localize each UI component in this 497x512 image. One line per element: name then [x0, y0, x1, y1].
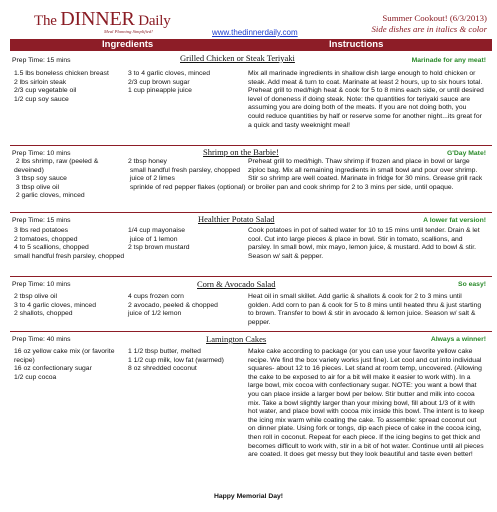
ingredient: 2 tsp brown mustard [128, 244, 190, 252]
recipe-section-corn-avocado [10, 276, 492, 331]
instructions-text: Cook potatoes in pot of salted water for 10 to 15 mins until tender. Drain & let cool. Cut into large pieces & place in bowl. Stir in tomato, scallions, and parsley. In small bowl, mix mayo, lemon juice, & mustard. Add to bowl & stir. Season w/ salt & pepper. [248, 227, 480, 260]
instructions-header: Instructions [329, 39, 384, 50]
ingredient: juice of 1 lemon [128, 235, 178, 243]
instructions-text: Heat oil in small skillet. Add garlic & shallots & cook for 2 to 3 mins until golden. Add corn to pan & cook for 5 to 8 mins until heated thru & just starting to brown. Transfer to bowl & stir in avocado & lemon juice. Season w/ salt & pepper. [248, 293, 482, 326]
ingredient: 3 tbsp soy sauce [14, 175, 67, 183]
ingredient: 2 tbsp olive oil [14, 293, 58, 300]
ingredient: 2 lbs sirloin steak [14, 78, 67, 86]
prep-time: Prep Time: 10 mins [12, 281, 71, 288]
ingredient: 2 avocado, peeled & chopped [128, 301, 218, 309]
ingredient: 1.5 lbs boneless chicken breast [14, 70, 109, 77]
footer-message: Happy Memorial Day! [213, 493, 284, 500]
side-dish-note: Side dishes are in italics & color [371, 24, 487, 34]
ingredient: 16 oz confectionary sugar [14, 365, 92, 373]
recipe-section-teriyaki [10, 51, 492, 145]
ingredient: 2 garlic cloves, minced [14, 192, 85, 200]
ingredient: 8 oz shredded coconut [128, 365, 197, 373]
ingredients-column-2 [128, 70, 248, 96]
recipe-title: Corn & Avocado Salad [197, 279, 276, 289]
ingredient: 2 lbs shrimp, raw (peeled & deveined) [14, 158, 101, 174]
dinner-daily-logo [34, 8, 194, 38]
ingredients-column-2 [128, 348, 248, 374]
ingredient: juice of 1/2 lemon [128, 310, 182, 318]
recipe-note: Always a winner! [430, 336, 486, 343]
logo-suffix: Daily [134, 13, 171, 29]
ingredient: 2/3 cup vegetable oil [14, 87, 77, 95]
ingredient: 1/2 cup soy sauce [14, 95, 69, 103]
logo-tagline: Meal Planning Simplified! [104, 29, 153, 34]
recipe-note: Marinade for any meat! [411, 57, 486, 64]
ingredients-column-2 [128, 293, 248, 319]
recipe-title: Shrimp on the Barbie! [203, 147, 279, 157]
recipe-note: G'Day Mate! [446, 150, 486, 157]
ingredients-column-1 [14, 158, 128, 201]
recipe-section-shrimp [10, 145, 492, 212]
ingredient: 2 tomatoes, chopped [14, 235, 78, 243]
ingredient: 3 to 4 garlic cloves, minced [14, 301, 96, 309]
ingredient: 2/3 cup brown sugar [128, 78, 190, 86]
recipe-section-potato-salad [10, 212, 492, 276]
website-link[interactable]: www.thedinnerdaily.com [212, 28, 298, 37]
ingredient: sprinkle of red pepper flakes (optional) [128, 183, 246, 191]
prep-time: Prep Time: 15 mins [12, 57, 71, 64]
prep-time: Prep Time: 15 mins [12, 217, 71, 224]
instructions-text: Preheat grill to med/high. Thaw shrimp if frozen and place in bowl or large ziploc bag. Mix all remaining ingredients in small bowl and pour over shrimp. Stir so shrimp are well coated. Marinate in fridge for 30 mins. Grease grill rack or broiler pan and cook shrimp for 2 to 3 mins per side, until opaque. [248, 158, 483, 191]
ingredient: 2 tbsp honey [128, 158, 167, 165]
ingredient: juice of 2 limes [128, 175, 175, 183]
ingredients-column-1 [14, 293, 128, 319]
logo-prefix: The [34, 13, 61, 29]
cookout-title: Summer Cookout! (6/3/2013) [382, 13, 487, 23]
ingredient: 2 shallots, chopped [14, 310, 73, 318]
ingredient: 1/2 cup cocoa [14, 373, 57, 381]
recipe-title: Grilled Chicken or Steak Teriyaki [180, 53, 295, 63]
ingredients-column-2 [128, 227, 248, 253]
ingredient: 3 to 4 garlic cloves, minced [128, 70, 210, 77]
ingredients-column-1 [14, 70, 128, 104]
ingredient: 1 1/2 tbsp butter, melted [128, 348, 201, 355]
ingredients-header: Ingredients [102, 39, 154, 50]
recipe-note: So easy! [458, 281, 486, 288]
ingredient: small handful fresh parsley, chopped [128, 166, 241, 174]
ingredient: 4 cups frozen corn [128, 293, 184, 300]
ingredient: 1/4 cup mayonaise [128, 227, 186, 234]
ingredients-column-1 [14, 348, 128, 382]
recipe-note: A lower fat version! [423, 217, 486, 224]
ingredient: 16 oz yellow cake mix (or favorite recipe) [14, 348, 117, 364]
ingredient: 3 lbs red potatoes [14, 227, 69, 234]
ingredient: 3 tbsp olive oil [14, 183, 59, 191]
cookout-header [372, 13, 488, 35]
instructions-text: Mix all marinade ingredients in shallow dish large enough to hold chicken or steak. Add meat & turn to coat. Marinate at least 2 hours, up to six hours total. Preheat grill to med/high heat & cook for 5 to 8 mins each side, or until desired level of doneness if doing steak. Note: the quantities for teriyaki sauce are assuming you are doing both of the meats. If you are not doing both, you could reduce quantities by half or reserve some for another night...its great for a quick and tasty weeknight meal! [248, 70, 484, 129]
ingredients-column-2 [128, 158, 248, 192]
recipe-section-lamington [10, 331, 492, 483]
instructions-text: Make cake according to package (or you can use your favorite yellow cake recipe. We find the box variety works just fine). Let cool and cut into individual squares- about 12 to 16 pieces. Let stand at room temp, uncovered. (Allowing the cake to be exposed to air for a bit will make it easier to work with). In a large bowl, mix cocoa with confectionary sugar. NOTE: you want a bowl that you can place inside a larger bowl per below. Stir butter and milk into cocoa mix. Take a bowl slightly larger than your mixing bowl, fill about 1/3 of it with hot water, and place bowl with cocoa mix inside this bowl. The intent is to keep the icing mix warm while coating the cake. To assemble: spread coconut out on dinner plate. Using fork or tongs, dip each piece of cake in the cocoa icing, then roll in coconut. Repeat for each piece. If the icing begins to get thick and becomes difficult to work with, stir in a bit of hot water. Continue until all pieces are coated. It does get messy but they look beautiful and taste even better! [248, 348, 485, 459]
column-header-bar [10, 39, 492, 51]
logo-main: DINNER [60, 8, 135, 30]
prep-time: Prep Time: 40 mins [12, 336, 71, 343]
ingredients-column-1 [14, 227, 128, 261]
prep-time: Prep Time: 10 mins [12, 150, 71, 157]
ingredient: 1 cup pineapple juice [128, 87, 192, 95]
ingredient: 4 to 5 scallions, chopped [14, 244, 89, 252]
recipe-title: Healthier Potato Salad [198, 214, 275, 224]
recipe-title: Lamington Cakes [206, 334, 267, 344]
ingredient: small handful fresh parsley, chopped [14, 252, 125, 260]
ingredient: 1 1/2 cup milk, low fat (warmed) [128, 356, 224, 364]
